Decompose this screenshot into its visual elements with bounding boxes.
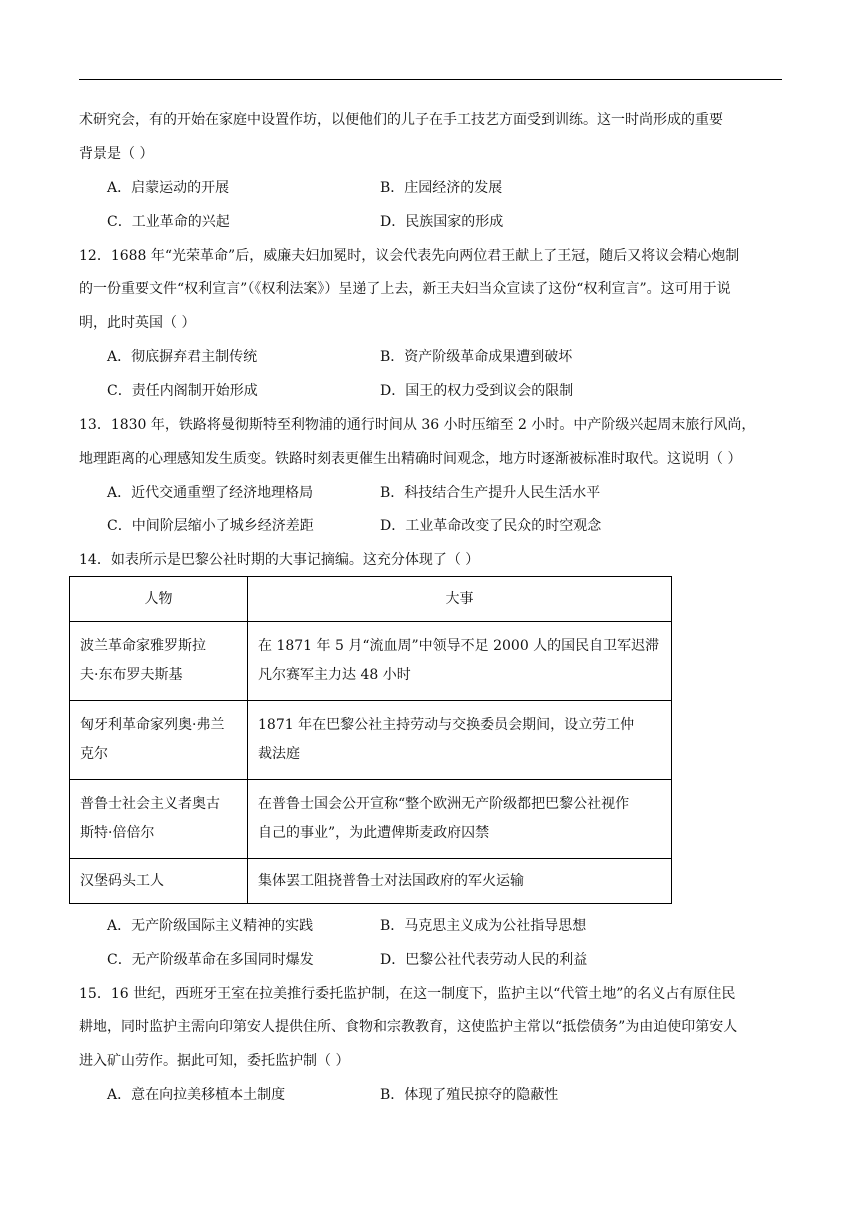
- q14-stem-line-1: 14．如表所示是巴黎公社时期的大事记摘编。这充分体现了（ ）: [79, 552, 480, 568]
- q13-option-b[interactable]: B．科技结合生产提升人民生活水平: [380, 485, 601, 501]
- q12-stem-line-1: 12．1688 年“光荣革命”后，威廉夫妇加冕时，议会代表先向两位君王献上了王冠，随后又将议会精心炮制: [79, 248, 740, 264]
- cell-person: 普鲁士社会主义者奥古 斯特·倍倍尔: [70, 780, 248, 859]
- table-row: [70, 859, 672, 904]
- header-event: 大事: [248, 577, 672, 622]
- q13-option-a[interactable]: A．近代交通重塑了经济地理格局: [107, 485, 314, 501]
- q14-option-d[interactable]: D．巴黎公社代表劳动人民的利益: [380, 952, 588, 968]
- table-row: [70, 701, 672, 780]
- cell-event: 集体罢工阻挠普鲁士对法国政府的军火运输: [248, 859, 672, 904]
- header-rule: [79, 79, 782, 80]
- q15-option-b[interactable]: B．体现了殖民掠夺的隐蔽性: [380, 1087, 559, 1103]
- cell-event: 1871 年在巴黎公社主持劳动与交换委员会期间，设立劳工仲 裁法庭: [248, 701, 672, 780]
- q12-stem-line-3: 明，此时英国（ ）: [79, 315, 196, 331]
- q13-option-d[interactable]: D．工业革命改变了民众的时空观念: [380, 518, 602, 534]
- q14-option-a[interactable]: A．无产阶级国际主义精神的实践: [107, 918, 314, 934]
- q11-option-c[interactable]: C．工业革命的兴起: [107, 214, 230, 230]
- q11-option-b[interactable]: B．庄园经济的发展: [380, 180, 503, 196]
- cell-event: 在 1871 年 5 月“流血周”中领导不足 2000 人的国民自卫军迟滞 凡尔赛军主力达 48 小时: [248, 622, 672, 701]
- q12-option-c[interactable]: C．责任内阁制开始形成: [107, 383, 258, 399]
- q14-option-b[interactable]: B．马克思主义成为公社指导思想: [380, 918, 587, 934]
- cell-event: 在普鲁士国会公开宣称“整个欧洲无产阶级都把巴黎公社视作 自己的事业”，为此遭俾斯麦政府囚禁: [248, 780, 672, 859]
- q13-option-c[interactable]: C．中间阶层缩小了城乡经济差距: [107, 518, 314, 534]
- q15-stem-line-1: 15．16 世纪，西班牙王室在拉美推行委托监护制，在这一制度下，监护主以“代管土地”的名义占有原住民: [79, 986, 736, 1002]
- q12-option-d[interactable]: D．国王的权力受到议会的限制: [380, 383, 574, 399]
- q15-stem-line-2: 耕地，同时监护主需向印第安人提供住所、食物和宗教教育，这使监护主常以“抵偿债务”为由迫使印第安人: [79, 1019, 738, 1035]
- table-row: [70, 622, 672, 701]
- table-row: [70, 780, 672, 859]
- q11-stem-line-1: 术研究会，有的开始在家庭中设置作坊，以便他们的儿子在手工技艺方面受到训练。这一时尚形成的重要: [79, 112, 723, 128]
- q11-stem-line-2: 背景是（ ）: [79, 146, 154, 162]
- cell-person: 波兰革命家雅罗斯拉 夫·东布罗夫斯基: [70, 622, 248, 701]
- q15-stem-line-3: 进入矿山劳作。据此可知，委托监护制（ ）: [79, 1053, 350, 1069]
- q15-option-a[interactable]: A．意在向拉美移植本土制度: [107, 1087, 286, 1103]
- q14-option-c[interactable]: C．无产阶级革命在多国同时爆发: [107, 952, 314, 968]
- events-table: [69, 576, 672, 904]
- q11-option-a[interactable]: A．启蒙运动的开展: [107, 180, 230, 196]
- q12-option-a[interactable]: A．彻底摒弃君主制传统: [107, 349, 258, 365]
- q12-option-b[interactable]: B．资产阶级革命成果遭到破坏: [380, 349, 573, 365]
- cell-person: 汉堡码头工人: [70, 859, 248, 904]
- header-person: 人物: [70, 577, 248, 622]
- q11-option-d[interactable]: D．民族国家的形成: [380, 214, 504, 230]
- q13-stem-line-2: 地理距离的心理感知发生质变。铁路时刻表更催生出精确时间观念，地方时逐渐被标准时取代。这说明（ ）: [79, 451, 742, 467]
- table-header-row: [70, 577, 672, 622]
- cell-person: 匈牙利革命家列奥·弗兰 克尔: [70, 701, 248, 780]
- q12-stem-line-2: 的一份重要文件“权利宣言”（《权利法案》）呈递了上去，新王夫妇当众宣读了这份“权利宣言”。这可用于说: [79, 281, 731, 297]
- q13-stem-line-1: 13．1830 年，铁路将曼彻斯特至利物浦的通行时间从 36 小时压缩至 2 小时。中产阶级兴起周末旅行风尚，: [79, 417, 756, 433]
